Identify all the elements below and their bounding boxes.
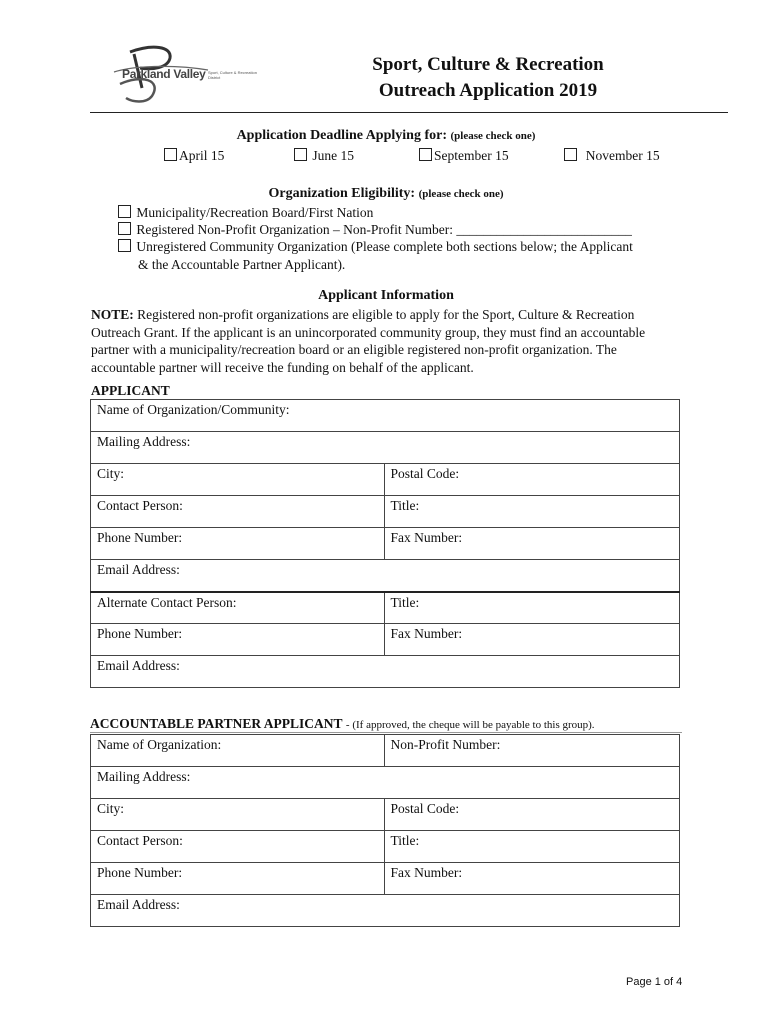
applicant-mailing-field[interactable]: Mailing Address: <box>91 432 680 464</box>
note-text: Registered non-profit organizations are eligible to apply for the Sport, Culture & Recreation Outreach Grant. If the applicant is an unincorporated community group, they must find an accountable partner with a municipality/recreation board or an eligible registered non-profit organization. The accountable partner will receive the funding on behalf of the applicant. <box>91 307 646 375</box>
deadline-option-april[interactable]: April 15 <box>164 148 224 164</box>
checkbox[interactable] <box>419 148 432 161</box>
applicant-alt-title-field[interactable]: Title: <box>384 592 680 624</box>
partner-postal-field[interactable]: Postal Code: <box>384 799 679 831</box>
partner-fax-field[interactable]: Fax Number: <box>384 863 679 895</box>
applicant-email-field[interactable]: Email Address: <box>91 560 680 592</box>
logo <box>112 44 292 106</box>
title-line-1: Sport, Culture & Recreation <box>372 54 604 75</box>
deadline-note: (please check one) <box>450 130 536 142</box>
applicant-org-name-field[interactable]: Name of Organization/Community: <box>91 400 680 432</box>
partner-email-field[interactable]: Email Address: <box>91 895 680 927</box>
checkbox[interactable] <box>294 148 307 161</box>
applicant-contact-field[interactable]: Contact Person: <box>91 496 385 528</box>
applicant-heading: APPLICANT <box>91 383 170 398</box>
checkbox[interactable] <box>118 222 131 235</box>
deadline-heading: Application Deadline Applying for: (please check one) <box>236 128 536 143</box>
applicant-postal-field[interactable]: Postal Code: <box>384 464 680 496</box>
logo-tagline: Sport, Culture & Recreation District <box>208 70 257 80</box>
page-number: Page 1 of 4 <box>626 976 683 988</box>
applicant-fax-field[interactable]: Fax Number: <box>384 528 680 560</box>
eligibility-option-unregistered[interactable]: Unregistered Community Organization (Please complete both sections below; the Applicant <box>118 239 633 255</box>
header-divider <box>90 112 728 113</box>
partner-org-name-field[interactable]: Name of Organization: <box>91 735 385 767</box>
applicant-alt-fax-field[interactable]: Fax Number: <box>384 624 680 656</box>
partner-nonprofit-field[interactable]: Non-Profit Number: <box>384 735 679 767</box>
deadline-option-november[interactable]: November 15 <box>564 148 660 164</box>
deadline-option-september[interactable]: September 15 <box>419 148 509 164</box>
checkbox[interactable] <box>118 239 131 252</box>
applicant-alt-contact-field[interactable]: Alternate Contact Person: <box>91 592 385 624</box>
applicant-table <box>90 399 680 688</box>
checkbox[interactable] <box>118 205 131 218</box>
partner-city-field[interactable]: City: <box>91 799 385 831</box>
partner-mailing-field[interactable]: Mailing Address: <box>91 767 680 799</box>
applicant-info-heading: Applicant Information <box>318 288 454 303</box>
applicant-alt-email-field[interactable]: Email Address: <box>91 656 680 688</box>
eligibility-note: (please check one) <box>418 188 504 200</box>
partner-phone-field[interactable]: Phone Number: <box>91 863 385 895</box>
checkbox[interactable] <box>164 148 177 161</box>
deadline-option-june[interactable]: June 15 <box>294 148 354 164</box>
partner-table <box>90 734 680 927</box>
partner-note: - (If approved, the cheque will be payable to this group). <box>345 719 595 731</box>
partner-heading: ACCOUNTABLE PARTNER APPLICANT - (If approved, the cheque will be payable to this group). <box>90 716 682 733</box>
partner-title-field[interactable]: Title: <box>384 831 679 863</box>
note-label: NOTE: <box>91 307 134 322</box>
eligibility-heading: Organization Eligibility: (please check one) <box>268 186 504 201</box>
applicant-phone-field[interactable]: Phone Number: <box>91 528 385 560</box>
applicant-alt-phone-field[interactable]: Phone Number: <box>91 624 385 656</box>
title-line-2: Outreach Application 2019 <box>378 80 598 101</box>
partner-contact-field[interactable]: Contact Person: <box>91 831 385 863</box>
applicant-city-field[interactable]: City: <box>91 464 385 496</box>
applicant-info-note <box>91 306 681 376</box>
applicant-title-field[interactable]: Title: <box>384 496 680 528</box>
checkbox[interactable] <box>564 148 577 161</box>
eligibility-option-registered[interactable]: Registered Non-Profit Organization – Non-Profit Number: __________________________ <box>118 222 632 238</box>
eligibility-continuation: & the Accountable Partner Applicant). <box>138 257 346 272</box>
eligibility-option-municipality[interactable]: Municipality/Recreation Board/First Nation <box>118 205 373 221</box>
page-title <box>318 52 658 104</box>
logo-brand: Parkland Valley <box>122 67 206 81</box>
